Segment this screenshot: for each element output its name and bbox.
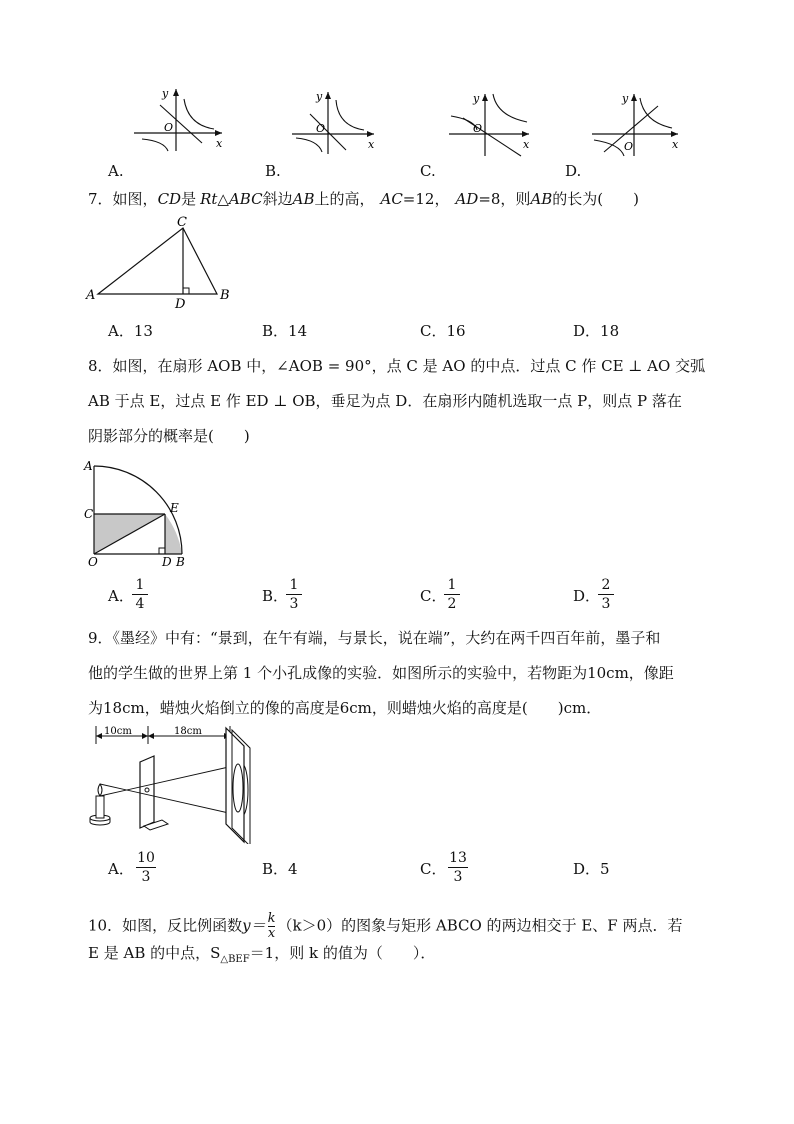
q10-line2-a: E 是 AB 的中点，S [88, 944, 221, 962]
q7-text: 如图， [112, 190, 158, 208]
q6-option-b[interactable]: B. [265, 162, 281, 180]
q9-option-c-frac: 13 3 [449, 850, 467, 885]
q10-func-y: y＝ [242, 916, 266, 935]
q8-option-c-frac: 1 2 [442, 577, 462, 612]
q7-text: 上的高， [314, 190, 375, 208]
q10-stem-line1 [88, 912, 682, 941]
q8-label-d: D [162, 555, 172, 568]
q7-text: 是 [181, 190, 197, 208]
q6-option-c[interactable]: C. [420, 162, 436, 180]
q8-sector-figure [82, 458, 202, 568]
q9-dim-object: 10cm [104, 726, 132, 737]
q6c-x-label: x [523, 138, 530, 151]
q8-option-a-frac: 1 4 [130, 577, 150, 612]
q9-option-a[interactable]: A． [108, 860, 134, 878]
q6a-x-label: x [216, 137, 223, 150]
q9-stem-line3: 为18cm，蜡烛火焰倒立的像的高度是6cm，则蜡烛火焰的高度是( )cm． [88, 699, 602, 717]
q9-number: 9． [88, 629, 113, 647]
q10-fraction: $\frac{k}{x}$ [267, 911, 276, 941]
q9-option-d[interactable]: D．5 [573, 860, 610, 878]
q8-label-b: B [176, 555, 185, 568]
q7-seg-cd: CD [157, 190, 182, 208]
q9-line1: 《墨经》中有：“景到，在午有端，与景长，说在端”，大约在两千四百年前，墨子和 [112, 629, 661, 647]
q6d-x-label: x [672, 138, 679, 151]
q7-triangle-figure [80, 212, 240, 312]
q7-text: 的长为( ) [552, 190, 640, 208]
q8-label-c: C [84, 507, 94, 521]
q8-label-e: E [170, 501, 179, 515]
q9-option-c[interactable]: C． [420, 860, 447, 878]
q7-text: =8，则 [478, 190, 531, 208]
q6-graph-c [445, 90, 545, 160]
q7-option-c[interactable]: C．16 [420, 322, 466, 340]
q6-graph-b [288, 88, 388, 158]
q7-stem [88, 189, 639, 209]
q7-text: 斜边 [262, 190, 293, 208]
q7-option-d[interactable]: D．18 [573, 322, 620, 340]
q6a-y-label: y [162, 87, 169, 100]
q10-stem-line2 [88, 943, 435, 970]
q7-seg-ab: AB [292, 190, 315, 208]
q6b-origin: O [316, 122, 326, 135]
q8-option-d[interactable]: D． [573, 587, 601, 605]
q9-option-b[interactable]: B．4 [262, 860, 298, 878]
q10-number: 10． [88, 916, 123, 935]
q6c-origin: O [473, 122, 483, 135]
q8-line1: 如图，在扇形 AOB 中，∠AOB = 90°，点 C 是 AO 的中点．过点 C 作 CE ⊥ AO 交弧 [112, 357, 706, 375]
q10-line1-a: 如图，反比例函数 [122, 916, 243, 935]
q8-number: 8． [88, 357, 113, 375]
q10-line1-b: （k＞0）的图象与矩形 ABCO 的两边相交于 E、F 两点．若 [277, 916, 683, 935]
q9-dim-image: 18cm [174, 726, 202, 737]
q9-stem-line2: 他的学生做的世界上第 1 个小孔成像的实验．如图所示的实验中，若物距为10cm，像距 [88, 664, 674, 682]
q7-seg-ad: AD [455, 190, 479, 208]
q8-stem-line2: AB 于点 E，过点 E 作 ED ⊥ OB，垂足为点 D．在扇形内随机选取一点 P，则点 P 落在 [88, 392, 682, 410]
q7-seg-rt: Rt [200, 190, 218, 208]
q8-option-d-frac: 2 3 [596, 577, 616, 612]
q7-number: 7． [88, 190, 113, 208]
q7-seg-ac: AC [380, 190, 403, 208]
q9-option-a-frac: 10 3 [137, 850, 155, 885]
q8-label-a: A [84, 459, 93, 473]
q7-seg-ab2: AB [530, 190, 553, 208]
q7-label-c: C [177, 215, 187, 230]
q7-text: =12， [402, 190, 450, 208]
q6b-y-label: y [316, 90, 323, 103]
q8-option-a[interactable]: A． [108, 587, 134, 605]
q6c-y-label: y [473, 92, 480, 105]
q7-label-d: D [175, 297, 186, 312]
q6-option-d[interactable]: D. [565, 162, 582, 180]
q6-option-a[interactable]: A. [108, 162, 124, 180]
q10-line2-b: ＝1，则 k 的值为（ ）． [249, 944, 436, 962]
q8-option-c[interactable]: C． [420, 587, 447, 605]
q6-graph-a [130, 85, 230, 155]
q8-option-b[interactable]: B． [262, 587, 289, 605]
q7-seg-abc: ABC [228, 190, 263, 208]
q7-option-b[interactable]: B．14 [262, 322, 308, 340]
q6a-origin: O [164, 121, 174, 134]
q6d-y-label: y [622, 92, 629, 105]
q8-option-b-frac: 1 3 [284, 577, 304, 612]
q8-stem-line1 [88, 356, 705, 376]
q6b-x-label: x [368, 138, 375, 151]
q9-pinhole-figure [82, 722, 252, 844]
q9-stem-line1 [88, 628, 660, 648]
q7-label-a: A [86, 288, 96, 303]
q10-subscript: △BEF [220, 954, 250, 965]
q8-stem-line3: 阴影部分的概率是( ) [88, 427, 250, 445]
q6d-origin: O [624, 140, 634, 153]
q7-label-b: B [220, 288, 230, 303]
q7-triangle-sym: △ [217, 190, 229, 208]
q7-option-a[interactable]: A．13 [108, 322, 153, 340]
q6-graph-d [588, 90, 688, 160]
q8-label-o: O [88, 555, 98, 568]
